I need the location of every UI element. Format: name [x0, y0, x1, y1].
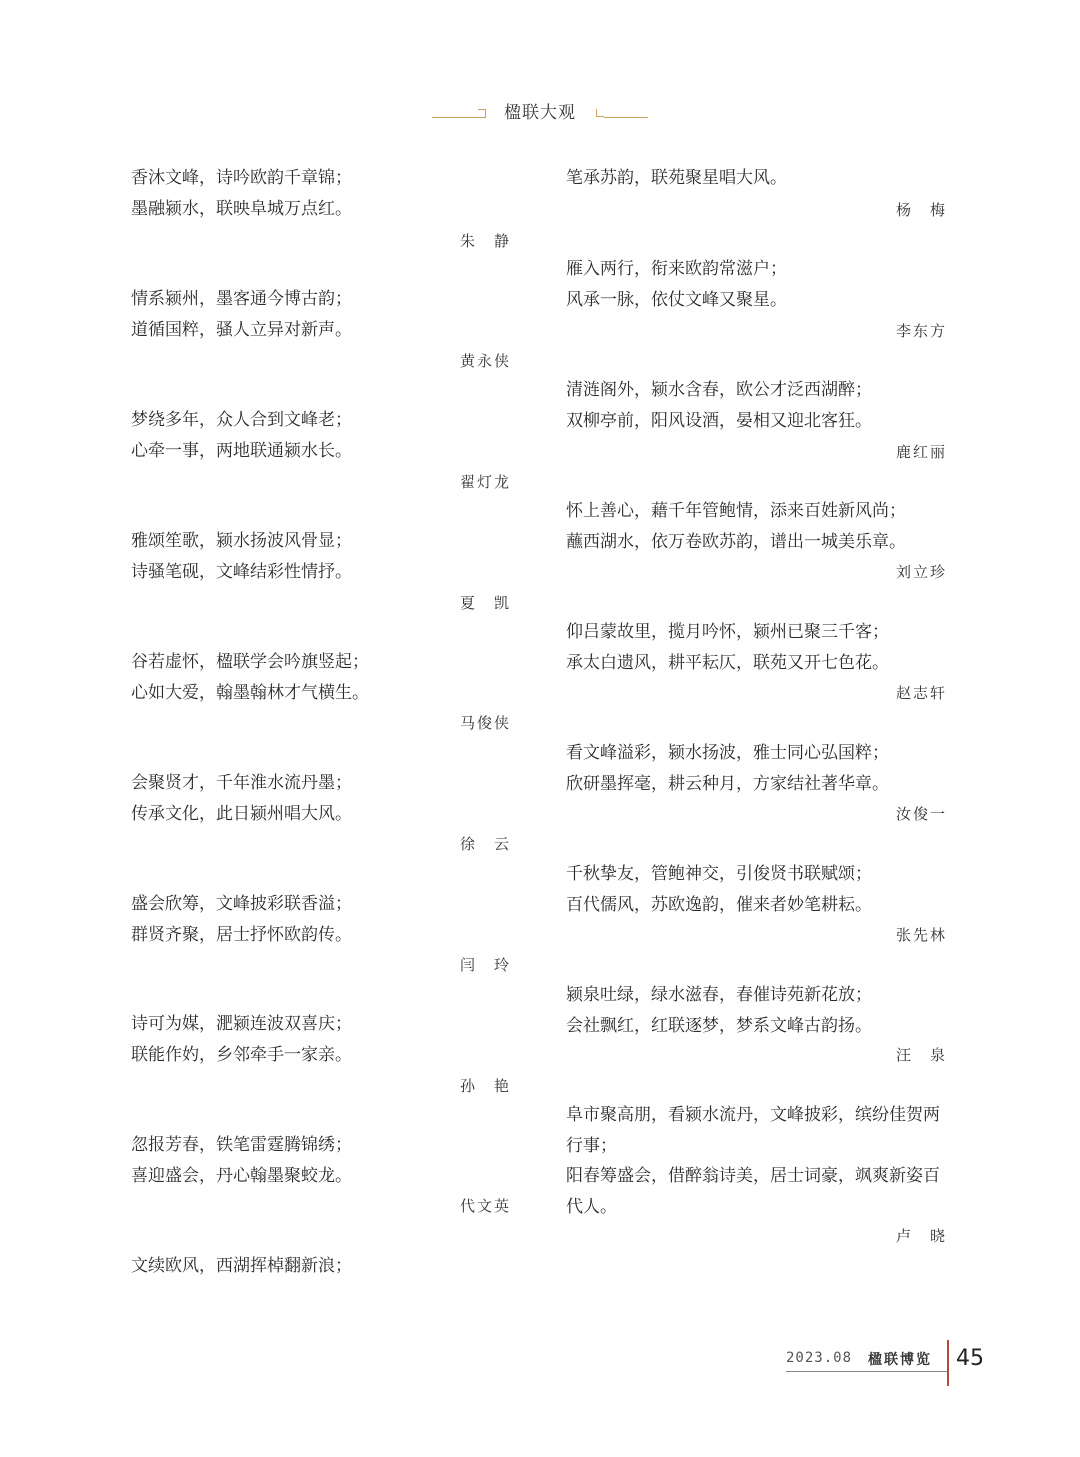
- couplet-line: 梦绕多年，众人合到文峰老；: [131, 410, 352, 430]
- author-name: 朱 静: [460, 232, 512, 250]
- couplet-line: 谷若虚怀，楹联学会吟旗竖起；: [131, 652, 369, 672]
- couplet-line: 阳春筹盛会，借醉翁诗美，居士词豪，飒爽新姿百: [566, 1166, 940, 1186]
- couplet-line: 欣研墨挥毫，耕云种月，方家结社著华章。: [566, 774, 889, 794]
- header-ornament-right-icon: [596, 109, 604, 117]
- couplet-line: 代人。: [566, 1197, 617, 1217]
- couplet-line: 会聚贤才，千年淮水流丹墨；: [131, 773, 352, 793]
- couplet-line: 怀上善心，藉千年管鲍情，添来百姓新风尚；: [566, 501, 906, 521]
- couplet-line: 心如大爱，翰墨翰林才气横生。: [131, 683, 369, 703]
- couplet-line: 雁入两行，衔来欧韵常滋户；: [566, 259, 787, 279]
- couplet-line: 千秋挚友，管鲍神交，引俊贤书联赋颂；: [566, 864, 872, 884]
- author-name: 赵志轩: [895, 684, 947, 702]
- couplet-line: 墨融颍水，联映阜城万点红。: [131, 199, 352, 219]
- author-name: 夏 凯: [460, 594, 512, 612]
- footer-accent-bar: [947, 1340, 949, 1386]
- page-footer: [0, 1340, 1080, 1390]
- couplet-line: 联能作妁，乡邻牵手一家亲。: [131, 1045, 352, 1065]
- author-name: 翟灯龙: [460, 473, 512, 491]
- author-name: 鹿红丽: [895, 443, 947, 461]
- footer-rule: [786, 1371, 947, 1372]
- couplet-line: 蘸西湖水，依万卷欧苏韵，谱出一城美乐章。: [566, 532, 906, 552]
- couplet-line: 仰吕蒙故里，揽月吟怀，颍州已聚三千客；: [566, 622, 889, 642]
- couplet-line: 阜市聚高朋，看颍水流丹，文峰披彩，缤纷佳贺两: [566, 1105, 940, 1125]
- header-rule-right: [604, 117, 648, 118]
- header-ornament-left-icon: [478, 109, 486, 117]
- couplet-line: 道循国粹，骚人立异对新声。: [131, 320, 352, 340]
- author-name: 卢 晓: [895, 1227, 947, 1245]
- couplet-line: 文续欧风，西湖挥棹翻新浪；: [131, 1256, 352, 1276]
- couplet-line: 颍泉吐绿，绿水滋春，春催诗苑新花放；: [566, 985, 872, 1005]
- author-name: 代文英: [460, 1197, 512, 1215]
- couplet-line: 雅颂笙歌，颍水扬波风骨显；: [131, 531, 352, 551]
- couplet-line: 双柳亭前，阳风设酒，晏相又迎北客狂。: [566, 411, 872, 431]
- couplet-line: 传承文化，此日颍州唱大风。: [131, 804, 352, 824]
- author-name: 汪 泉: [895, 1046, 947, 1064]
- couplet-line: 风承一脉，依仗文峰又聚星。: [566, 290, 787, 310]
- couplet-line: 承太白遗风，耕平耘仄，联苑又开七色花。: [566, 653, 889, 673]
- couplet-line: 百代儒风，苏欧逸韵，催来者妙笔耕耘。: [566, 895, 872, 915]
- author-name: 张先林: [895, 926, 947, 944]
- couplet-line: 群贤齐聚，居士抒怀欧韵传。: [131, 925, 352, 945]
- couplet-line: 会社飘红，红联逐梦，梦系文峰古韵扬。: [566, 1016, 872, 1036]
- magazine-name: 楹联博览: [868, 1352, 932, 1368]
- author-name: 马俊侠: [460, 714, 512, 732]
- couplet-line: 喜迎盛会，丹心翰墨聚蛟龙。: [131, 1166, 352, 1186]
- couplet-line: 笔承苏韵，联苑聚星唱大风。: [566, 168, 787, 188]
- author-name: 闫 玲: [460, 956, 512, 974]
- couplet-line: 看文峰溢彩，颍水扬波，雅士同心弘国粹；: [566, 743, 889, 763]
- couplet-line: 行事；: [566, 1136, 617, 1156]
- author-name: 徐 云: [460, 835, 512, 853]
- couplet-line: 诗骚笔砚，文峰结彩性情抒。: [131, 562, 352, 582]
- couplet-line: 盛会欣筹，文峰披彩联香溢；: [131, 894, 352, 914]
- section-title: 楹联大观: [504, 103, 576, 123]
- author-name: 孙 艳: [460, 1077, 512, 1095]
- page-number: 45: [956, 1346, 984, 1371]
- page-header: [0, 98, 1080, 128]
- author-name: 刘立珍: [895, 563, 947, 581]
- couplet-line: 诗可为媒，淝颍连波双喜庆；: [131, 1014, 352, 1034]
- couplet-line: 心牵一事，两地联通颍水长。: [131, 441, 352, 461]
- couplet-line: 情系颍州，墨客通今博古韵；: [131, 289, 352, 309]
- author-name: 李东方: [895, 322, 947, 340]
- author-name: 汝俊一: [895, 805, 947, 823]
- author-name: 黄永侠: [460, 352, 512, 370]
- issue-date: 2023.08: [786, 1350, 853, 1366]
- author-name: 杨 梅: [895, 201, 947, 219]
- couplet-line: 忽报芳春，铁笔雷霆腾锦绣；: [131, 1135, 352, 1155]
- couplet-line: 香沐文峰，诗吟欧韵千章锦；: [131, 168, 352, 188]
- couplet-line: 清涟阁外，颍水含春，欧公才泛西湖醉；: [566, 380, 872, 400]
- header-rule-left: [432, 117, 486, 118]
